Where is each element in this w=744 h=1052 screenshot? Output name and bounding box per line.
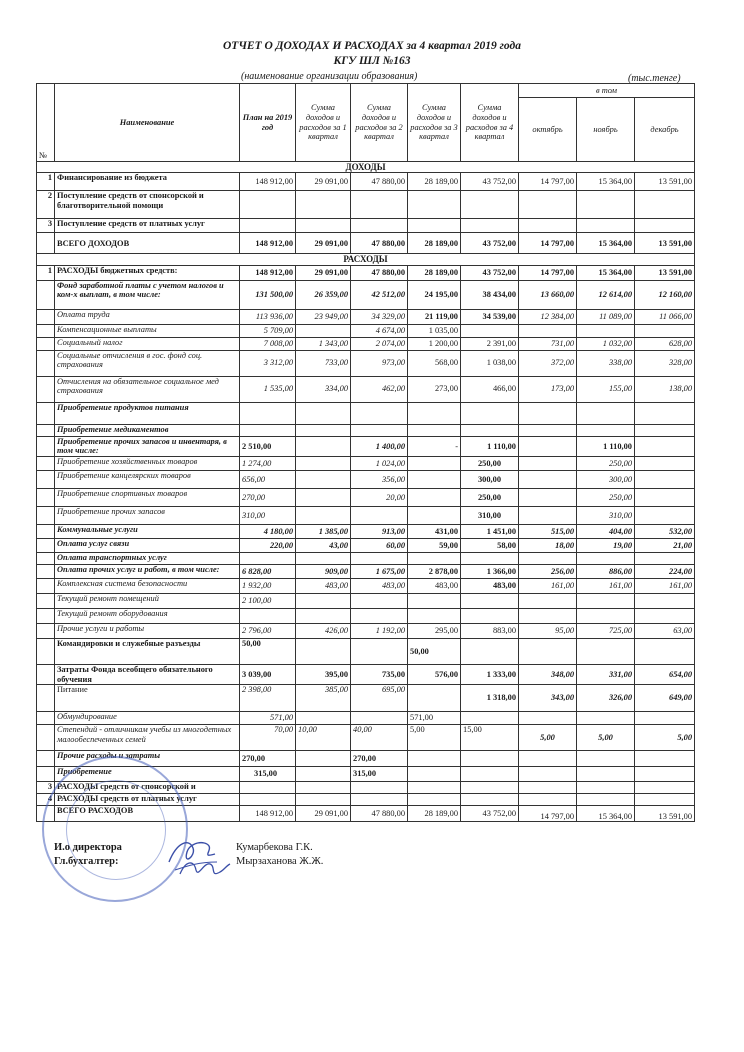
cell-plan: 571,00 (240, 712, 296, 725)
official-stamp (42, 756, 188, 902)
table-row (37, 173, 695, 191)
cell-nov: 725,00 (577, 624, 635, 639)
cell-plan: 4 180,00 (240, 525, 296, 539)
cell-oct: 14 797,00 (519, 806, 577, 822)
cell-q4: 310,00 (461, 507, 519, 525)
cell-oct: 18,00 (519, 539, 577, 553)
cell-plan: 113 936,00 (240, 309, 296, 324)
row-index: 3 (37, 782, 55, 794)
cell-oct: 515,00 (519, 525, 577, 539)
cell-q4: 1 451,00 (461, 525, 519, 539)
cell-q3: 28 189,00 (408, 806, 461, 822)
table-row (37, 324, 695, 337)
cell-q3: 5,00 (408, 725, 461, 751)
row-index: 3 (37, 219, 55, 233)
cell-q1: 483,00 (296, 579, 351, 594)
cell-q4: 1 038,00 (461, 350, 519, 376)
row-name: РАСХОДЫ бюджетных средств: (55, 265, 240, 280)
cell-plan: 131 500,00 (240, 280, 296, 309)
section-income: ДОХОДЫ (37, 162, 695, 173)
table-row (37, 609, 695, 624)
table-row (37, 553, 695, 565)
cell-dec: 628,00 (635, 337, 695, 350)
cell-q2: 47 880,00 (351, 806, 408, 822)
cell-dec: 654,00 (635, 665, 695, 685)
cell-nov: 161,00 (577, 579, 635, 594)
cell-q4: 883,00 (461, 624, 519, 639)
report-table (36, 83, 695, 822)
cell-nov: 326,00 (577, 685, 635, 712)
table-row (37, 639, 695, 665)
cell-nov: 1 110,00 (577, 436, 635, 456)
cell-q1: 29 091,00 (296, 233, 351, 254)
cell-q3: 483,00 (408, 579, 461, 594)
cell-oct: 731,00 (519, 337, 577, 350)
cell-q3: 28 189,00 (408, 173, 461, 191)
table-row (37, 309, 695, 324)
col-name: Наименование (55, 84, 240, 162)
row-name: РАСХОДЫ средств от спонсорской и (55, 782, 240, 794)
table-row (37, 712, 695, 725)
cell-q1: 426,00 (296, 624, 351, 639)
cell-oct: 14 797,00 (519, 265, 577, 280)
col-oct: октябрь (519, 98, 577, 162)
table-row (37, 376, 695, 402)
row-name: Обмундирование (55, 712, 240, 725)
cell-dec: 13 591,00 (635, 806, 695, 822)
cell-q1: 733,00 (296, 350, 351, 376)
cell-q2: 40,00 (351, 725, 408, 751)
cell-oct: 256,00 (519, 565, 577, 579)
cell-dec: 532,00 (635, 525, 695, 539)
row-name: ВСЕГО РАСХОДОВ (55, 806, 240, 822)
cell-oct: 161,00 (519, 579, 577, 594)
cell-q2: 1 192,00 (351, 624, 408, 639)
table-row (37, 624, 695, 639)
cell-q1: 1 385,00 (296, 525, 351, 539)
cell-plan: 148 912,00 (240, 173, 296, 191)
cell-dec: 328,00 (635, 350, 695, 376)
cell-q1: 10,00 (296, 725, 351, 751)
row-name: Оплата труда (55, 309, 240, 324)
row-name: Оплата прочих услуг и работ, в том числе: (55, 565, 240, 579)
row-name: Отчисления на обязательное социальное мед страхования (55, 376, 240, 402)
row-name: Компенсационные выплаты (55, 324, 240, 337)
cell-dec: 21,00 (635, 539, 695, 553)
cell-q4: 34 539,00 (461, 309, 519, 324)
cell-plan: 7 008,00 (240, 337, 296, 350)
table-row (37, 725, 695, 751)
row-name: Степендий - отличникам учебы из многодетных малообеспеченных семей (55, 725, 240, 751)
director-label: И.о директора (54, 842, 122, 853)
col-plan: План на 2019 год (240, 84, 296, 162)
cell-dec: 13 591,00 (635, 233, 695, 254)
table-row (37, 265, 695, 280)
cell-q2: 483,00 (351, 579, 408, 594)
cell-q4: 1 333,00 (461, 665, 519, 685)
row-name: Приобретение спортивных товаров (55, 489, 240, 507)
cell-plan: 148 912,00 (240, 233, 296, 254)
cell-plan: 656,00 (240, 471, 296, 489)
row-name: РАСХОДЫ средств от платных услуг (55, 794, 240, 806)
row-name: Командировки и служебные разъезды (55, 639, 240, 665)
cell-nov: 12 614,00 (577, 280, 635, 309)
cell-q4: 43 752,00 (461, 806, 519, 822)
cell-plan: 2 100,00 (240, 594, 296, 609)
section-expense-row (37, 254, 695, 265)
col-num: № (37, 84, 55, 162)
cell-nov: 15 364,00 (577, 233, 635, 254)
row-name: Оплата услуг связи (55, 539, 240, 553)
cell-q2: 47 880,00 (351, 265, 408, 280)
row-index: 4 (37, 794, 55, 806)
cell-q3: 24 195,00 (408, 280, 461, 309)
cell-plan: 310,00 (240, 507, 296, 525)
table-row (37, 665, 695, 685)
cell-q2: 973,00 (351, 350, 408, 376)
table-row (37, 457, 695, 471)
cell-nov: 886,00 (577, 565, 635, 579)
row-name: Приобретение медикаментов (55, 424, 240, 436)
cell-plan: 148 912,00 (240, 806, 296, 822)
report-title: ОТЧЕТ О ДОХОДАХ И РАСХОДАХ за 4 квартал 2019 года (223, 40, 521, 52)
col-q2: Сумма доходов и расходов за 2 квартал (351, 84, 408, 162)
cell-oct: 372,00 (519, 350, 577, 376)
cell-q4: 43 752,00 (461, 233, 519, 254)
table-row (37, 539, 695, 553)
cell-oct: 343,00 (519, 685, 577, 712)
director-name: Кумарбекова Г.К. (236, 842, 313, 853)
cell-q3: - (408, 436, 461, 456)
cell-q2: 315,00 (351, 767, 408, 782)
cell-plan: 6 828,00 (240, 565, 296, 579)
col-q3: Сумма доходов и расходов за 3 квартал (408, 84, 461, 162)
row-name: Социальный налог (55, 337, 240, 350)
cell-q4: 1 366,00 (461, 565, 519, 579)
row-name: Приобретение прочих запасов и инвентаря, в том числе: (55, 436, 240, 456)
cell-plan: 220,00 (240, 539, 296, 553)
cell-q2: 462,00 (351, 376, 408, 402)
cell-plan: 5 709,00 (240, 324, 296, 337)
cell-q3: 1 200,00 (408, 337, 461, 350)
row-name: ВСЕГО ДОХОДОВ (55, 233, 240, 254)
cell-plan: 1 932,00 (240, 579, 296, 594)
row-name: Приобретение хозяйственных товаров (55, 457, 240, 471)
table-row (37, 191, 695, 219)
row-index: 1 (37, 173, 55, 191)
cell-q2: 695,00 (351, 685, 408, 712)
cell-nov: 19,00 (577, 539, 635, 553)
cell-dec: 13 591,00 (635, 173, 695, 191)
cell-oct: 95,00 (519, 624, 577, 639)
row-name: Приобретение прочих запасов (55, 507, 240, 525)
cell-q2: 270,00 (351, 751, 408, 767)
org-caption: (наименование организации образования) (241, 71, 418, 82)
units-label: (тыс.тенге) (628, 73, 681, 84)
cell-q3: 295,00 (408, 624, 461, 639)
row-name: Приобретение продуктов питания (55, 402, 240, 424)
row-name: Социальные отчисления в гос. фонд соц. страхования (55, 350, 240, 376)
col-q4: Сумма доходов и расходов за 4 квартал (461, 84, 519, 162)
cell-q3: 1 035,00 (408, 324, 461, 337)
row-name: Прочие услуги и работы (55, 624, 240, 639)
org-name: КГУ ШЛ №163 (333, 55, 411, 67)
cell-q3: 50,00 (408, 639, 461, 665)
header-row-1 (37, 84, 695, 98)
row-name: Текущий ремонт помещений (55, 594, 240, 609)
cell-q4: 43 752,00 (461, 173, 519, 191)
cell-dec: 12 160,00 (635, 280, 695, 309)
cell-q2: 1 675,00 (351, 565, 408, 579)
cell-nov: 404,00 (577, 525, 635, 539)
cell-q4: 250,00 (461, 457, 519, 471)
table-row (37, 525, 695, 539)
cell-q3: 568,00 (408, 350, 461, 376)
cell-q4: 300,00 (461, 471, 519, 489)
cell-q1: 26 359,00 (296, 280, 351, 309)
cell-q2: 47 880,00 (351, 233, 408, 254)
table-row (37, 565, 695, 579)
row-name: Текущий ремонт оборудования (55, 609, 240, 624)
cell-nov: 250,00 (577, 489, 635, 507)
cell-nov: 5,00 (577, 725, 635, 751)
cell-oct: 12 384,00 (519, 309, 577, 324)
row-name: Приобретение канцелярских товаров (55, 471, 240, 489)
cell-plan: 70,00 (240, 725, 296, 751)
cell-q1: 334,00 (296, 376, 351, 402)
cell-nov: 1 032,00 (577, 337, 635, 350)
cell-dec: 11 066,00 (635, 309, 695, 324)
cell-plan: 270,00 (240, 751, 296, 767)
cell-q2: 42 512,00 (351, 280, 408, 309)
row-name: Коммунальные услуги (55, 525, 240, 539)
cell-q4: 466,00 (461, 376, 519, 402)
cell-oct: 13 660,00 (519, 280, 577, 309)
cell-q4: 483,00 (461, 579, 519, 594)
cell-q4: 1 318,00 (461, 685, 519, 712)
cell-plan: 270,00 (240, 489, 296, 507)
cell-q3: 28 189,00 (408, 265, 461, 280)
row-index: 1 (37, 265, 55, 280)
cell-plan: 50,00 (240, 639, 296, 665)
section-expense: РАСХОДЫ (37, 254, 695, 265)
row-name: Финансирование из бюджета (55, 173, 240, 191)
cell-q3: 431,00 (408, 525, 461, 539)
cell-q1: 909,00 (296, 565, 351, 579)
cell-q2: 2 074,00 (351, 337, 408, 350)
accountant-name: Мырзаханова Ж.Ж. (236, 856, 324, 867)
cell-dec: 63,00 (635, 624, 695, 639)
table-row (37, 219, 695, 233)
cell-oct: 5,00 (519, 725, 577, 751)
cell-nov: 310,00 (577, 507, 635, 525)
cell-plan: 315,00 (240, 767, 296, 782)
cell-q3: 59,00 (408, 539, 461, 553)
table-row (37, 685, 695, 712)
cell-nov: 300,00 (577, 471, 635, 489)
cell-q1: 1 343,00 (296, 337, 351, 350)
cell-q2: 47 880,00 (351, 173, 408, 191)
cell-q4: 2 391,00 (461, 337, 519, 350)
cell-q3: 21 119,00 (408, 309, 461, 324)
cell-q2: 60,00 (351, 539, 408, 553)
table-row (37, 471, 695, 489)
cell-oct: 173,00 (519, 376, 577, 402)
cell-plan: 3 312,00 (240, 350, 296, 376)
cell-q2: 4 674,00 (351, 324, 408, 337)
cell-q4: 15,00 (461, 725, 519, 751)
accountant-label: Гл.бухгалтер: (54, 856, 119, 867)
cell-oct: 14 797,00 (519, 233, 577, 254)
cell-q1: 29 091,00 (296, 806, 351, 822)
cell-q1: 43,00 (296, 539, 351, 553)
cell-dec: 649,00 (635, 685, 695, 712)
col-dec: декабрь (635, 98, 695, 162)
section-income-row (37, 162, 695, 173)
cell-plan: 2 796,00 (240, 624, 296, 639)
cell-q2: 1 024,00 (351, 457, 408, 471)
table-row (37, 507, 695, 525)
cell-q4: 38 434,00 (461, 280, 519, 309)
table-row (37, 280, 695, 309)
table-row (37, 350, 695, 376)
table-row (37, 436, 695, 456)
cell-oct: 348,00 (519, 665, 577, 685)
row-name: Поступление средств от платных услуг (55, 219, 240, 233)
cell-q4: 1 110,00 (461, 436, 519, 456)
row-name: Комплексная система безопасности (55, 579, 240, 594)
cell-nov: 15 364,00 (577, 265, 635, 280)
cell-q3: 2 878,00 (408, 565, 461, 579)
cell-nov: 15 364,00 (577, 173, 635, 191)
cell-plan: 2 510,00 (240, 436, 296, 456)
cell-q4: 58,00 (461, 539, 519, 553)
cell-plan: 1 274,00 (240, 457, 296, 471)
row-name: Приобретение (55, 767, 240, 782)
cell-plan: 148 912,00 (240, 265, 296, 280)
cell-dec: 13 591,00 (635, 265, 695, 280)
cell-nov: 11 089,00 (577, 309, 635, 324)
accountant-signature-icon (176, 852, 232, 886)
row-name: Затраты Фонда всеобщего обязательного обучения (55, 665, 240, 685)
cell-q2: 34 329,00 (351, 309, 408, 324)
cell-q2: 735,00 (351, 665, 408, 685)
row-name: Питание (55, 685, 240, 712)
cell-q2: 20,00 (351, 489, 408, 507)
cell-q1: 395,00 (296, 665, 351, 685)
cell-plan: 1 535,00 (240, 376, 296, 402)
cell-dec: 138,00 (635, 376, 695, 402)
cell-nov: 15 364,00 (577, 806, 635, 822)
table-row (37, 489, 695, 507)
row-name: Поступление средств от спонсорской и благотворительной помощи (55, 191, 240, 219)
row-name: Оплата транспортных услуг (55, 553, 240, 565)
col-vtom: в том (519, 84, 695, 98)
table-row (37, 337, 695, 350)
cell-dec: 161,00 (635, 579, 695, 594)
cell-q3: 576,00 (408, 665, 461, 685)
cell-q4: 43 752,00 (461, 265, 519, 280)
table-row (37, 402, 695, 424)
cell-oct: 14 797,00 (519, 173, 577, 191)
cell-q2: 1 400,00 (351, 436, 408, 456)
cell-q1: 385,00 (296, 685, 351, 712)
cell-q1: 23 949,00 (296, 309, 351, 324)
cell-nov: 250,00 (577, 457, 635, 471)
cell-dec: 5,00 (635, 725, 695, 751)
row-name: Прочие расходы и затраты (55, 751, 240, 767)
cell-q3: 571,00 (408, 712, 461, 725)
cell-q1: 29 091,00 (296, 173, 351, 191)
cell-nov: 155,00 (577, 376, 635, 402)
row-index: 2 (37, 191, 55, 219)
cell-q4: 250,00 (461, 489, 519, 507)
table-row-total-income (37, 233, 695, 254)
cell-plan: 3 039,00 (240, 665, 296, 685)
cell-q2: 913,00 (351, 525, 408, 539)
cell-q2: 356,00 (351, 471, 408, 489)
cell-q1: 29 091,00 (296, 265, 351, 280)
col-q1: Сумма доходов и расходов за 1 квартал (296, 84, 351, 162)
cell-plan: 2 398,00 (240, 685, 296, 712)
row-name: Фонд заработной платы с учетом налогов и ком-х выплат, в том числе: (55, 280, 240, 309)
table-row (37, 424, 695, 436)
cell-nov: 331,00 (577, 665, 635, 685)
col-nov: ноябрь (577, 98, 635, 162)
cell-nov: 338,00 (577, 350, 635, 376)
cell-dec: 224,00 (635, 565, 695, 579)
table-row (37, 579, 695, 594)
cell-q3: 28 189,00 (408, 233, 461, 254)
table-row (37, 594, 695, 609)
cell-q3: 273,00 (408, 376, 461, 402)
